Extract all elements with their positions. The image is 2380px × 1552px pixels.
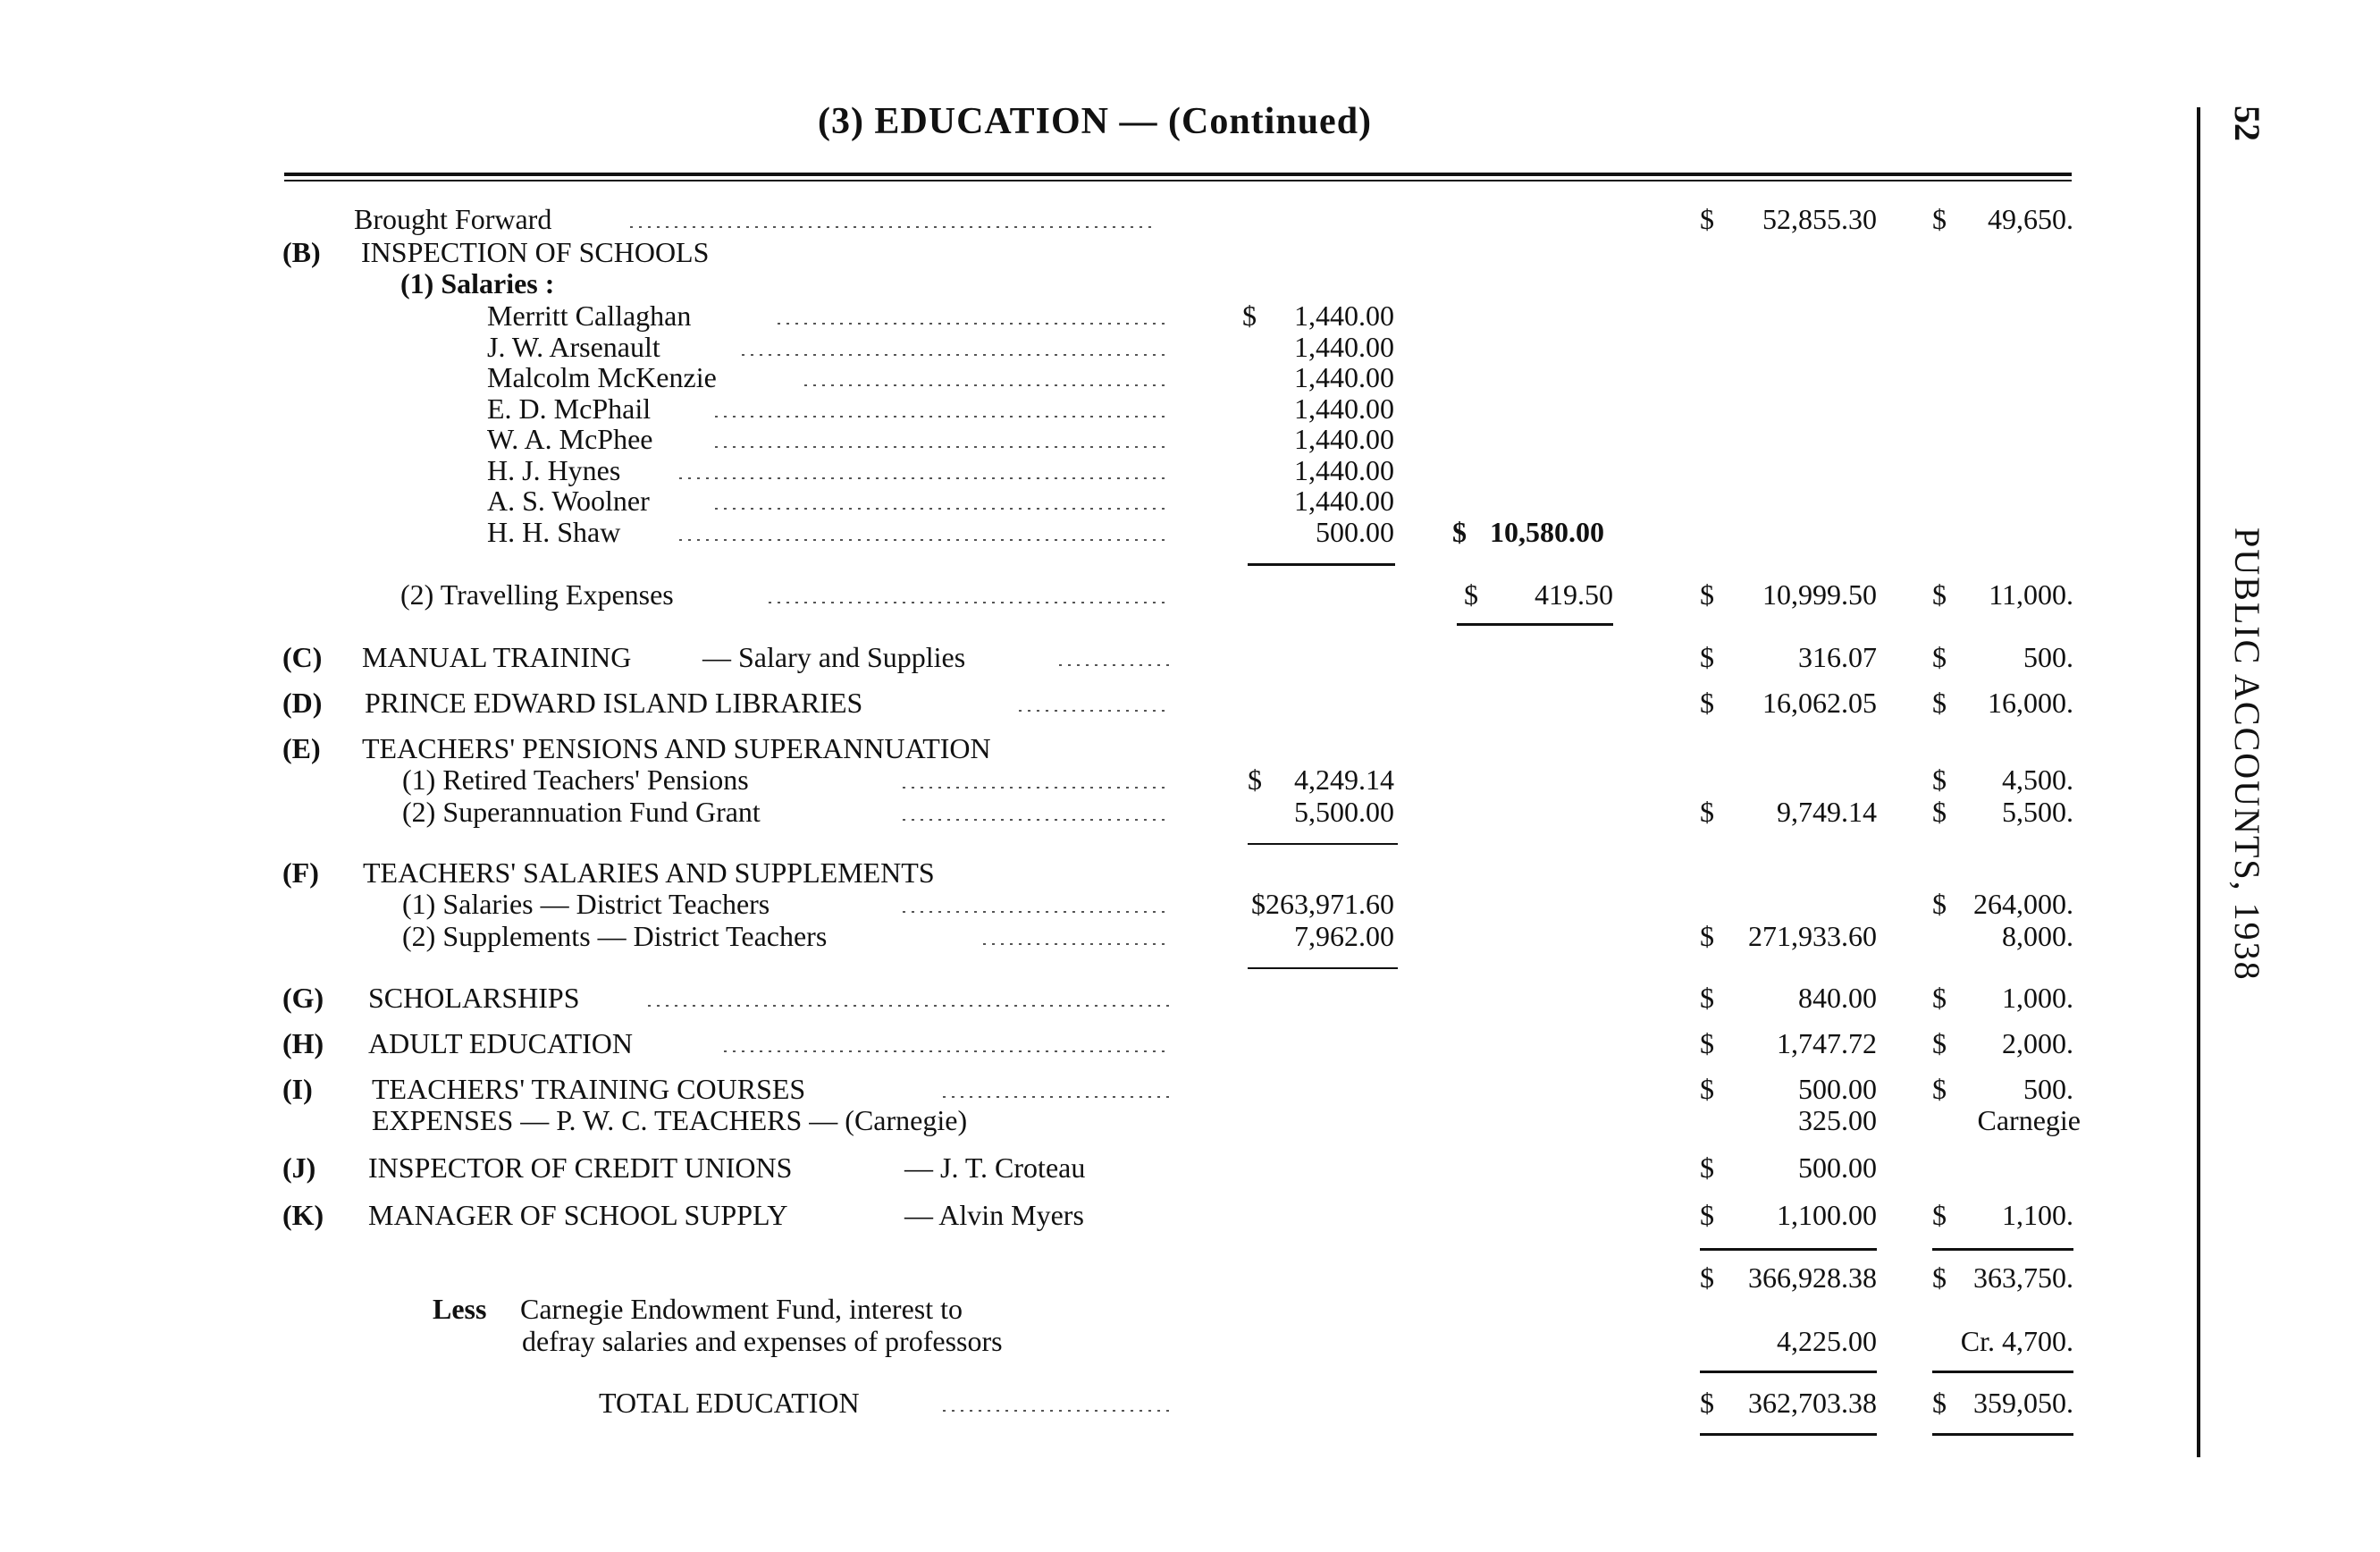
leader-dots (724, 1050, 1171, 1052)
leader-dots (804, 384, 1171, 386)
less-row (0, 1291, 2181, 1327)
item-label: (2) Supplements — District Teachers (402, 920, 828, 952)
currency-sign: $ (1700, 641, 1714, 673)
total-rule (1700, 1433, 1877, 1436)
less-line1: Carnegie Endowment Fund, interest to (520, 1293, 963, 1325)
leader-dots (715, 508, 1171, 510)
salary-row (0, 359, 2181, 395)
subtotal-rule (1457, 623, 1613, 626)
subtotal-rule (1700, 1248, 1877, 1251)
section-title: ADULT EDUCATION (368, 1027, 633, 1059)
salary-name: Merritt Callaghan (487, 299, 692, 332)
district-salaries-row (0, 886, 2181, 922)
subtotal-rule (1700, 1371, 1877, 1373)
section-i-line2 (0, 1102, 2181, 1138)
leader-dots (715, 446, 1171, 448)
currency-sign: $ (1932, 888, 1947, 920)
salary-name: Malcolm McKenzie (487, 361, 717, 393)
less-estimate: Cr. 4,700. (1960, 1325, 2073, 1357)
currency-sign: $ (1242, 299, 1257, 332)
expended-value: 1,747.72 (1777, 1027, 1877, 1059)
salary-amount: 1,440.00 (1294, 361, 1394, 393)
currency-sign: $ (1932, 796, 1947, 828)
currency-sign: $ (1700, 1151, 1714, 1184)
subtotal-expended: 366,928.38 (1748, 1261, 1877, 1294)
supplements-row (0, 918, 2181, 954)
total-label: TOTAL EDUCATION (599, 1387, 860, 1419)
item-label: (1) Salaries — District Teachers (402, 888, 770, 920)
currency-sign: $ (1700, 578, 1714, 611)
less-row-2 (0, 1323, 2181, 1359)
salary-name: A. S. Woolner (487, 485, 650, 517)
estimate-value: 49,650. (1988, 203, 2073, 235)
total-estimate: 359,050. (1973, 1387, 2073, 1419)
item-label: (1) Retired Teachers' Pensions (402, 763, 749, 796)
currency-sign: $ (1932, 1027, 1947, 1059)
leader-dots (903, 819, 1171, 821)
expended-value: 9,749.14 (1777, 796, 1877, 828)
estimate-value: 1,100. (2002, 1199, 2073, 1231)
currency-sign: $ (1932, 1387, 1947, 1419)
header-rule-thin (284, 180, 2072, 181)
expended-value: 271,933.60 (1748, 920, 1877, 952)
currency-sign: $ (1464, 578, 1478, 611)
section-i-row (0, 1071, 2181, 1107)
section-c-row (0, 639, 2181, 675)
leader-dots (903, 911, 1171, 913)
currency-sign: $ (1932, 641, 1947, 673)
subtotal-row (0, 1260, 2181, 1295)
section-letter: (F) (282, 856, 319, 889)
section-title: MANAGER OF SCHOOL SUPPLY (368, 1199, 788, 1231)
section-suffix: — J. T. Croteau (904, 1151, 1086, 1184)
brought-forward-label: Brought Forward (354, 203, 552, 235)
currency-sign: $ (1700, 982, 1714, 1014)
salary-amount: 1,440.00 (1294, 331, 1394, 363)
travelling-label: (2) Travelling Expenses (400, 578, 674, 611)
subtotal-rule (1248, 843, 1398, 845)
section-title: TEACHERS' TRAINING COURSES (372, 1073, 806, 1105)
section-letter: (I) (282, 1073, 313, 1105)
item-amount: $263,971.60 (1251, 888, 1394, 920)
estimate-value: 11,000. (1989, 578, 2073, 611)
salary-amount: 1,440.00 (1294, 423, 1394, 455)
section-suffix: — Alvin Myers (904, 1199, 1084, 1231)
item-amount: 5,500.00 (1294, 796, 1394, 828)
section-title-line2: EXPENSES — P. W. C. TEACHERS — (Carnegie) (372, 1104, 968, 1136)
estimate-value: 500. (2023, 641, 2073, 673)
currency-sign: $ (1700, 1387, 1714, 1419)
less-word: Less (433, 1293, 487, 1325)
salary-row (0, 298, 2181, 333)
leader-dots (679, 477, 1171, 479)
section-letter: (H) (282, 1027, 324, 1059)
leader-dots (1019, 710, 1171, 712)
salaries-heading-label: (1) Salaries : (400, 267, 555, 299)
section-letter: (G) (282, 982, 324, 1014)
section-j-row (0, 1150, 2181, 1185)
page-number: 52 (2227, 105, 2267, 141)
currency-sign: $ (1452, 516, 1467, 548)
estimate-value: 4,500. (2002, 763, 2073, 796)
section-letter: (K) (282, 1199, 324, 1231)
salary-row (0, 514, 2181, 550)
total-row (0, 1385, 2181, 1421)
currency-sign: $ (1700, 1073, 1714, 1105)
estimate-value: 8,000. (2002, 920, 2073, 952)
section-letter: (B) (282, 236, 321, 268)
salaries-heading (0, 266, 2181, 301)
section-letter: (C) (282, 641, 323, 673)
estimate-value: 5,500. (2002, 796, 2073, 828)
salary-name: H. H. Shaw (487, 516, 621, 548)
salary-name: H. J. Hynes (487, 454, 621, 486)
leader-dots (648, 1005, 1171, 1007)
section-letter: (J) (282, 1151, 316, 1184)
expended-value: 840.00 (1798, 982, 1877, 1014)
section-title: TEACHERS' PENSIONS AND SUPERANNUATION (362, 732, 991, 764)
expended-value: 316.07 (1798, 641, 1877, 673)
less-line2: defray salaries and expenses of professors (522, 1325, 1003, 1357)
currency-sign: $ (1700, 1261, 1714, 1294)
leader-dots (903, 787, 1171, 789)
subtotal-rule (1932, 1371, 2073, 1373)
page-title: (3) EDUCATION — (Continued) (817, 101, 1373, 142)
expended-value: 1,100.00 (1777, 1199, 1877, 1231)
leader-dots (943, 1096, 1171, 1098)
section-h-row (0, 1025, 2181, 1061)
estimate-value: 1,000. (2002, 982, 2073, 1014)
leader-dots (983, 943, 1171, 945)
section-title: TEACHERS' SALARIES AND SUPPLEMENTS (363, 856, 935, 889)
brought-forward-row (0, 201, 2181, 237)
section-k-row (0, 1197, 2181, 1233)
total-rule (1932, 1433, 2073, 1436)
salary-amount: 1,440.00 (1294, 485, 1394, 517)
item-amount: 7,962.00 (1294, 920, 1394, 952)
item-amount: 4,249.14 (1294, 763, 1394, 796)
currency-sign: $ (1248, 763, 1262, 796)
superannuation-row (0, 794, 2181, 830)
pensions-row (0, 762, 2181, 797)
salary-amount: 1,440.00 (1294, 392, 1394, 425)
section-title: MANUAL TRAINING (362, 641, 632, 673)
subtotal-estimate: 363,750. (1973, 1261, 2073, 1294)
currency-sign: $ (1932, 1261, 1947, 1294)
section-f-heading (0, 855, 2181, 890)
margin-rule (2197, 107, 2200, 1457)
header-rule-thick (284, 173, 2072, 176)
subtotal-rule (1248, 563, 1395, 566)
section-title: SCHOLARSHIPS (368, 982, 580, 1014)
section-g-row (0, 980, 2181, 1016)
section-letter: (D) (282, 687, 323, 719)
currency-sign: $ (1700, 920, 1714, 952)
leader-dots (679, 539, 1171, 541)
currency-sign: $ (1700, 1199, 1714, 1231)
section-title: INSPECTOR OF CREDIT UNIONS (368, 1151, 793, 1184)
expended-value: 325.00 (1798, 1104, 1877, 1136)
leader-dots (769, 602, 1171, 603)
salaries-total: 10,580.00 (1490, 516, 1604, 548)
section-e-heading (0, 730, 2181, 766)
salary-name: J. W. Arsenault (487, 331, 660, 363)
leader-dots (1059, 664, 1171, 666)
item-label: (2) Superannuation Fund Grant (402, 796, 761, 828)
estimate-value: 16,000. (1988, 687, 2073, 719)
currency-sign: $ (1932, 578, 1947, 611)
currency-sign: $ (1700, 796, 1714, 828)
less-expended: 4,225.00 (1777, 1325, 1877, 1357)
estimate-value: 264,000. (1973, 888, 2073, 920)
salary-name: E. D. McPhail (487, 392, 652, 425)
currency-sign: $ (1932, 687, 1947, 719)
section-d-row (0, 685, 2181, 721)
salary-name: W. A. McPhee (487, 423, 653, 455)
travelling-row (0, 577, 2181, 612)
section-letter: (E) (282, 732, 321, 764)
leader-dots (943, 1410, 1171, 1412)
currency-sign: $ (1932, 1073, 1947, 1105)
salary-amount: 500.00 (1316, 516, 1394, 548)
expended-value: 52,855.30 (1762, 203, 1877, 235)
leader-dots (630, 226, 1157, 228)
estimate-value: 2,000. (2002, 1027, 2073, 1059)
currency-sign: $ (1932, 763, 1947, 796)
leader-dots (778, 323, 1171, 325)
salary-row (0, 421, 2181, 457)
expended-value: 500.00 (1798, 1151, 1877, 1184)
leader-dots (715, 416, 1171, 418)
currency-sign: $ (1932, 1199, 1947, 1231)
side-title: PUBLIC ACCOUNTS, 1938 (2227, 527, 2267, 982)
estimate-value: 500. (2023, 1073, 2073, 1105)
expended-value: 16,062.05 (1762, 687, 1877, 719)
currency-sign: $ (1700, 1027, 1714, 1059)
expended-value: 10,999.50 (1762, 578, 1877, 611)
expended-value: 500.00 (1798, 1073, 1877, 1105)
subtotal-rule (1932, 1248, 2073, 1251)
section-suffix: — Salary and Supplies (702, 641, 966, 673)
estimate-note: Carnegie (1977, 1104, 2081, 1136)
salary-amount: 1,440.00 (1294, 299, 1394, 332)
section-title: PRINCE EDWARD ISLAND LIBRARIES (365, 687, 863, 719)
salary-amount: 1,440.00 (1294, 454, 1394, 486)
currency-sign: $ (1932, 982, 1947, 1014)
currency-sign: $ (1700, 687, 1714, 719)
salary-row (0, 483, 2181, 519)
travelling-amount: 419.50 (1535, 578, 1613, 611)
currency-sign: $ (1932, 203, 1947, 235)
section-b-heading (0, 234, 2181, 270)
total-expended: 362,703.38 (1748, 1387, 1877, 1419)
subtotal-rule (1248, 967, 1398, 969)
leader-dots (742, 354, 1171, 356)
currency-sign: $ (1700, 203, 1714, 235)
section-title: INSPECTION OF SCHOOLS (361, 236, 710, 268)
